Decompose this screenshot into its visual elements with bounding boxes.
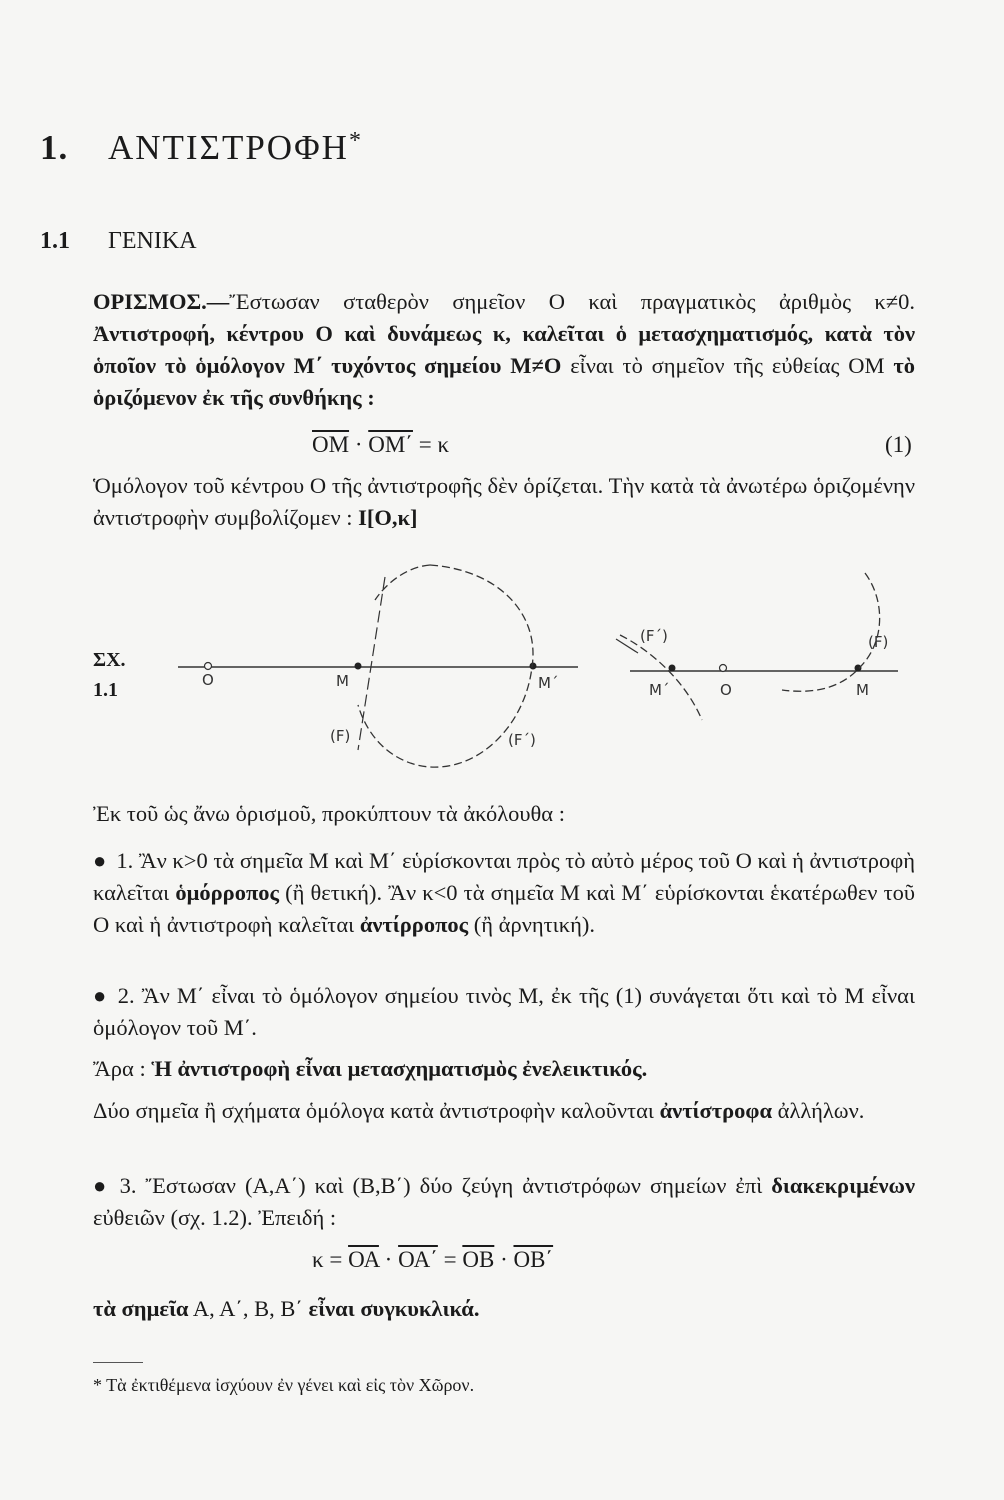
item-1-bold-2: ἀντίρροπος bbox=[359, 912, 469, 937]
footnote-rule bbox=[93, 1362, 143, 1363]
item-3-number: 3. bbox=[119, 1173, 137, 1198]
section-title: ΓΕΝΙΚΑ bbox=[108, 228, 197, 254]
definition-bold: Ἀντιστροφή, κέντρου Ο καὶ δυνάμεως κ, καλεῖται ὁ μετασχηματισμός, κατὰ τὸν ὁποῖον τὸ ὁμόλογον Μ΄ τυχόντος σημείου Μ≠Ο bbox=[93, 321, 915, 378]
definition-lead: ΟΡΙΣΜΟΣ.— bbox=[93, 289, 230, 314]
right-label-o: O bbox=[720, 681, 732, 699]
right-point-m bbox=[855, 665, 862, 672]
right-label-fp: (F΄) bbox=[640, 627, 668, 645]
item-2-text: Ἂν Μ΄ εἶναι τὸ ὁμόλογον σημείου τινὸς Μ, ἐκ τῆς (1) συνάγεται ὅτι καὶ τὸ Μ εἶναι ὁμόλογον τοῦ Μ΄. bbox=[93, 983, 916, 1040]
bullet-3-icon: ● bbox=[93, 1173, 110, 1198]
right-label-f: (F) bbox=[868, 633, 889, 651]
left-label-o: O bbox=[202, 671, 214, 689]
equation-2 bbox=[312, 1247, 553, 1273]
inverse-def-text: Δύο σημεῖα ἢ σχήματα ὁμόλογα κατὰ ἀντιστροφὴν καλοῦνται bbox=[93, 1098, 654, 1123]
section-heading bbox=[40, 228, 197, 255]
conclusion-lead: Ἄρα : bbox=[93, 1056, 146, 1081]
right-circle-fp bbox=[620, 635, 702, 720]
eq2-dot-2: · bbox=[494, 1247, 514, 1272]
item-3-text-2: εὐθειῶν (σχ. 1.2). Ἐπειδή : bbox=[93, 1205, 337, 1230]
left-label-f: (F) bbox=[330, 727, 351, 745]
inversion-symbol: I[Ο,κ] bbox=[358, 505, 418, 530]
chapter-heading bbox=[40, 128, 363, 168]
right-label-mp: M΄ bbox=[649, 681, 670, 699]
eq2-oa: $\overline{OA}$ bbox=[348, 1247, 379, 1272]
section-number: 1.1 bbox=[40, 228, 70, 254]
item-3-bold: διακεκριμένων bbox=[771, 1173, 915, 1198]
chapter-title: ΑΝΤΙΣΤΡΟΦΗ * bbox=[108, 128, 363, 167]
right-fp-tick bbox=[616, 639, 638, 653]
figure-label-number: 1.1 bbox=[93, 679, 118, 701]
definition-bold-2: τὸ ὁριζόμενον ἐκ τῆς συνθήκης : bbox=[93, 353, 916, 410]
eq2-obp: $\overline{OB΄}$ bbox=[513, 1247, 554, 1272]
final-bold-2: εἶναι συγκυκλικά. bbox=[308, 1296, 480, 1321]
footnote: * Τὰ ἐκτιθέμενα ἰσχύουν ἐν γένει καὶ εἰς τὸν Χῶρον. bbox=[93, 1375, 475, 1395]
right-point-o bbox=[720, 665, 727, 672]
item-1-text-1: Ἂν κ>0 τὰ σημεῖα Μ καὶ Μ΄ εὑρίσκονται πρὸς τὸ αὐτὸ μέρος τοῦ Ο καὶ ἡ ἀντιστροφὴ καλεῖται bbox=[93, 848, 916, 905]
left-label-fp: (F΄) bbox=[508, 731, 536, 749]
item-2-number: 2. bbox=[117, 983, 135, 1008]
center-note-text: Ὁμόλογον τοῦ κέντρου Ο τῆς ἀντιστροφῆς δὲν ὁρίζεται. Τὴν κατὰ τὰ ἀνωτέρω ὁριζομένην ἀντιστροφὴν συμβολίζομεν : bbox=[93, 473, 915, 530]
inverse-definition bbox=[93, 1095, 915, 1127]
definition-paragraph bbox=[93, 286, 915, 414]
inverse-def-bold: ἀντίστροφα bbox=[659, 1098, 773, 1123]
final-bold-1: τὰ σημεῖα bbox=[93, 1296, 189, 1321]
left-line-f bbox=[358, 577, 385, 750]
figure-label-prefix: ΣΧ. bbox=[93, 649, 126, 671]
item-1 bbox=[93, 845, 915, 941]
item-3-text-1: Ἔστωσαν (Α,Α΄) καὶ (Β,Β΄) δύο ζεύγη ἀντιστρόφων σημείων ἐπὶ bbox=[145, 1173, 763, 1198]
equation-1 bbox=[312, 432, 449, 458]
right-circle-f bbox=[782, 573, 880, 691]
eq1-rhs: = κ bbox=[412, 432, 450, 457]
eq2-eq: = bbox=[437, 1247, 463, 1272]
eq2-dot: · bbox=[378, 1247, 399, 1272]
item-1-text-2: (ἢ θετική). Ἂν κ<0 τὰ σημεῖα Μ καὶ Μ΄ εὑρίσκονται ἑκατέρωθεν τοῦ Ο καὶ ἡ ἀντιστροφὴ καλεῖται bbox=[93, 880, 916, 937]
eq2-k: κ = bbox=[312, 1247, 349, 1272]
eq2-oap: $\overline{OA΄}$ bbox=[398, 1247, 438, 1272]
consequences-intro: Ἐκ τοῦ ὡς ἄνω ὁρισμοῦ, προκύπτουν τὰ ἀκόλουθα : bbox=[93, 801, 565, 826]
left-point-o bbox=[205, 663, 212, 670]
figure-1-1 bbox=[0, 555, 1004, 785]
conclusion-bold: Ἡ ἀντιστροφὴ εἶναι μετασχηματισμὸς ἐνελεικτικός. bbox=[151, 1056, 648, 1081]
conclusion bbox=[93, 1053, 915, 1085]
left-circle-fp-top bbox=[375, 565, 430, 600]
left-point-m bbox=[355, 663, 362, 670]
item-1-bold-1: ὁμόρροπος bbox=[175, 880, 280, 905]
right-point-mp bbox=[669, 665, 676, 672]
eq1-om: $\overline{OM}$ bbox=[312, 432, 350, 457]
left-label-m: M bbox=[336, 672, 349, 690]
item-2 bbox=[93, 980, 915, 1044]
right-label-m: M bbox=[856, 681, 869, 699]
item-1-text-3: (ἢ ἀρνητική). bbox=[473, 912, 595, 937]
bullet-2-icon: ● bbox=[93, 983, 108, 1008]
eq1-omp: $\overline{OM΄}$ bbox=[368, 432, 413, 457]
equation-number: (1) bbox=[885, 432, 912, 457]
eq2-ob: $\overline{OB}$ bbox=[462, 1247, 495, 1272]
final-statement bbox=[93, 1293, 915, 1325]
item-1-number: 1. bbox=[116, 848, 134, 873]
chapter-number: 1. bbox=[40, 128, 69, 167]
item-3 bbox=[93, 1170, 915, 1234]
bullet-1-icon: ● bbox=[93, 848, 107, 873]
inverse-def-tail: ἀλλήλων. bbox=[777, 1098, 865, 1123]
eq1-dot: · bbox=[349, 432, 369, 457]
left-label-mp: M΄ bbox=[538, 674, 559, 692]
definition-normal: εἶναι τὸ σημεῖον τῆς εὐθείας ΟΜ bbox=[570, 353, 885, 378]
center-note bbox=[93, 470, 915, 534]
definition-intro: Ἔστωσαν σταθερὸν σημεῖον Ο καὶ πραγματικὸς ἀριθμὸς κ≠0. bbox=[229, 289, 915, 314]
final-points: Α, Α΄, Β, Β΄ bbox=[192, 1296, 303, 1321]
left-circle-fp bbox=[358, 565, 533, 767]
